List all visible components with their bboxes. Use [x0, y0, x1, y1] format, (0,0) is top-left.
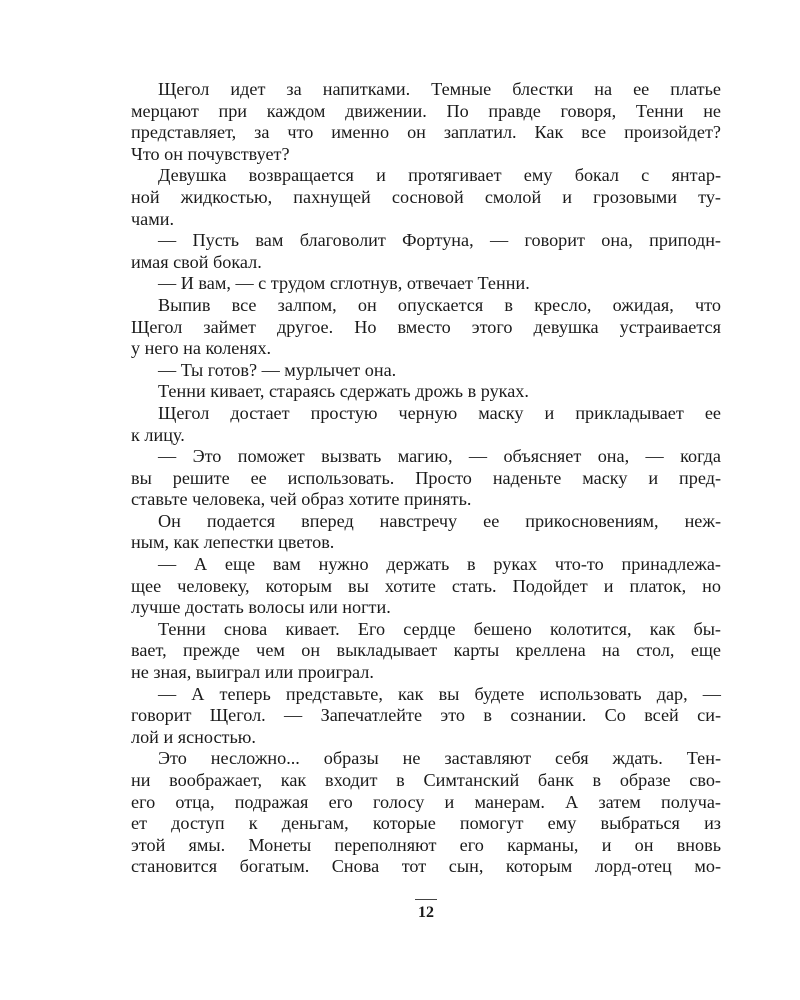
text-line: этой ямы. Монеты переполняют его карманы, и он вновь [131, 834, 721, 855]
page-footer [0, 899, 800, 922]
text-line: лой и ясностью. [131, 726, 256, 747]
text-line: ставьте человека, чей образ хотите принять. [131, 489, 472, 510]
text-line: его отца, подражая его голосу и манерам. А затем получа- [131, 791, 721, 812]
text-line: имая свой бокал. [131, 251, 262, 272]
text-line: вы решите ее использовать. Просто наденьте маску и пред- [131, 467, 721, 488]
text-line: не зная, выиграл или проиграл. [131, 662, 374, 683]
text-line: говорит Щегол. — Запечатлейте это в сознании. Со всей си- [131, 705, 721, 726]
text-line: ни воображает, как входит в Симтанский банк в образе сво- [131, 770, 721, 790]
page-text [131, 79, 721, 878]
text-line: вает, прежде чем он выкладывает карты креллена на стол, еще [131, 640, 721, 661]
text-line: Это несложно... образы не заставляют себя ждать. Тен- [158, 748, 721, 769]
folio-rule [415, 899, 437, 900]
text-line: Выпив все залпом, он опускается в кресло, ожидая, что [158, 294, 721, 315]
text-line: щее человеку, которым вы хотите стать. Подойдет и платок, но [131, 575, 721, 596]
text-line: лучше достать волосы или ногти. [131, 597, 391, 618]
text-line: ет доступ к деньгам, которые помогут ему выбраться из [131, 813, 721, 834]
text-line: чами. [131, 208, 175, 229]
text-line: — Это поможет вызвать магию, — объясняет она, — когда [158, 446, 721, 467]
text-line: — И вам, — с трудом сглотнув, отвечает Тенни. [158, 273, 530, 294]
text-line: Тенни кивает, стараясь сдержать дрожь в руках. [158, 381, 529, 402]
text-line: ным, как лепестки цветов. [131, 532, 335, 553]
page-number: 12 [418, 904, 434, 921]
text-line: Щегол достает простую черную маску и прикладывает ее [158, 402, 721, 423]
text-line: у него на коленях. [131, 338, 272, 359]
text-line: к лицу. [131, 424, 185, 445]
text-line: ной жидкостью, пахнущей сосновой смолой и грозовыми ту- [131, 186, 721, 207]
text-line: Он подается вперед навстречу ее прикосновениям, неж- [158, 510, 721, 531]
text-line: Что он почувствует? [131, 143, 290, 164]
text-line: становится богатым. Снова тот сын, которым лорд-отец мо- [131, 856, 721, 877]
text-line: Тенни снова кивает. Его сердце бешено колотится, как бы- [158, 618, 721, 639]
text-line: — Пусть вам благоволит Фортуна, — говорит она, приподн- [158, 230, 721, 251]
text-line: мерцают при каждом движении. По правде говоря, Тенни не [131, 100, 721, 121]
text-line: — А еще вам нужно держать в руках что-то принадлежа- [158, 554, 721, 575]
text-line: Девушка возвращается и протягивает ему бокал с янтар- [158, 165, 721, 186]
text-line: Щегол идет за напитками. Темные блестки на ее платье [158, 79, 721, 99]
text-line: представляет, за что именно он заплатил. Как все произойдет? [131, 122, 721, 143]
text-line: Щегол займет другое. Но вместо этого девушка устраивается [131, 316, 721, 337]
text-line: — Ты готов? — мурлычет она. [158, 359, 397, 380]
text-line: — А теперь представьте, как вы будете использовать дар, — [158, 683, 721, 704]
